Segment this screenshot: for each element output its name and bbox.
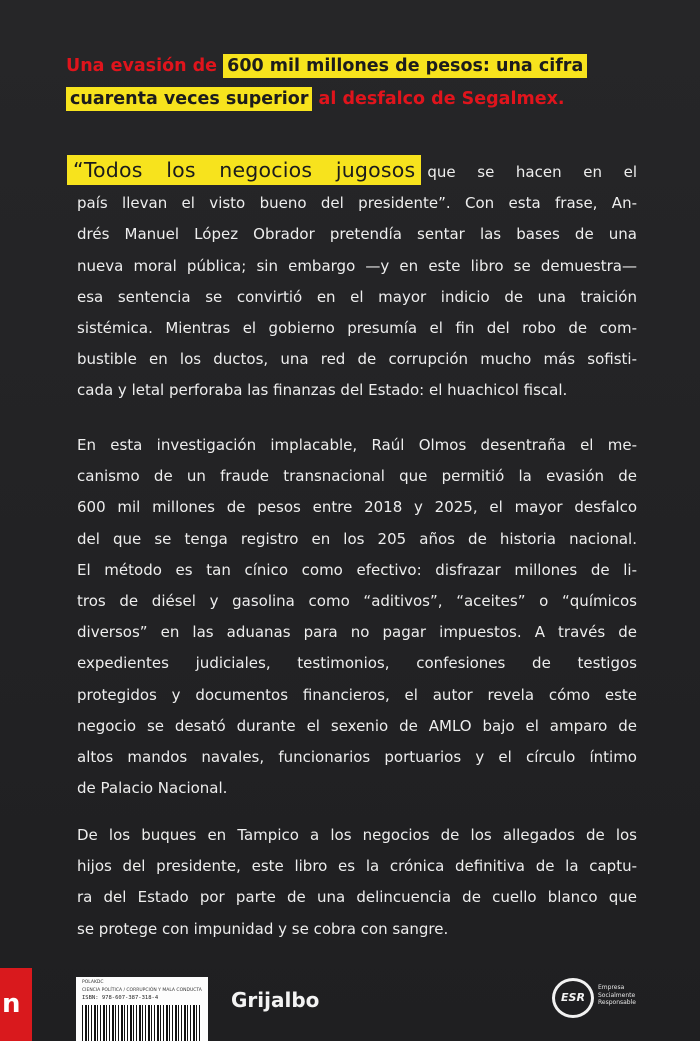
paragraph-line: protegidos y documentos financieros, el autor revela cómo este bbox=[77, 685, 637, 704]
highlighted-quote: “Todos los negocios jugosos bbox=[67, 155, 421, 185]
esr-caption-line: Responsable bbox=[598, 999, 636, 1006]
paragraph-line: se protege con impunidad y se cobra con sangre. bbox=[77, 919, 449, 938]
paragraph-line bbox=[73, 155, 637, 188]
paragraph-line: altos mandos navales, funcionarios portuarios y el círculo íntimo bbox=[77, 748, 637, 767]
paragraph-line: expedientes judiciales, testimonios, confesiones de testigos bbox=[77, 654, 637, 673]
tagline-line-2 bbox=[66, 83, 626, 116]
esr-logo-icon: ESR bbox=[552, 978, 594, 1018]
tagline-highlight-1: 600 mil millones de pesos: una cifra bbox=[223, 54, 587, 78]
paragraph-line: del que se tenga registro en los 205 años de historia nacional. bbox=[77, 529, 637, 548]
paragraph-line: sistémica. Mientras el gobierno presumía el fin del robo de com- bbox=[77, 319, 637, 338]
tagline-line-1 bbox=[66, 50, 626, 83]
paragraph-line: bustible en los ductos, una red de corrupción mucho más sofisti- bbox=[77, 350, 637, 369]
paragraph-line: canismo de un fraude transnacional que permitió la evasión de bbox=[77, 467, 637, 486]
esr-caption-line: Empresa bbox=[598, 984, 625, 991]
paragraph-line: nueva moral pública; sin embargo —y en este libro se demuestra— bbox=[77, 256, 637, 275]
tagline-red-text-1: Una evasión de bbox=[66, 56, 218, 76]
synopsis-paragraph-2 bbox=[77, 430, 637, 804]
tagline bbox=[66, 50, 626, 116]
isbn-text: ISBN: 978-607-387-318-4 bbox=[82, 995, 159, 1001]
esr-caption bbox=[598, 984, 646, 1007]
tagline-red-text-2: al desfalco de Segalmex. bbox=[318, 89, 565, 109]
red-spine-tab: n bbox=[0, 968, 32, 1041]
paragraph-line: país llevan el visto bueno del presidente”. Con esta frase, An- bbox=[77, 194, 637, 213]
paragraph-line: diversos” en las aduanas para no pagar impuestos. A través de bbox=[77, 623, 637, 642]
paragraph-line-text: que se hacen en el bbox=[427, 163, 637, 181]
paragraph-line: esa sentencia se convirtió en el mayor indicio de una traición bbox=[77, 287, 637, 306]
paragraph-line: El método es tan cínico como efectivo: disfrazar millones de li- bbox=[77, 560, 637, 579]
paragraph-line: hijos del presidente, este libro es la crónica definitiva de la captu- bbox=[77, 857, 637, 876]
esr-caption-line: Socialmente bbox=[598, 991, 636, 999]
esr-badge bbox=[552, 978, 642, 1018]
paragraph-line: En esta investigación implacable, Raúl Olmos desentraña el me- bbox=[77, 436, 637, 454]
publisher-logo: Grijalbo bbox=[231, 988, 320, 1012]
paragraph-line: ra del Estado por parte de una delincuencia de cuello blanco que bbox=[77, 888, 637, 907]
tagline-highlight-2: cuarenta veces superior bbox=[66, 87, 312, 111]
synopsis-paragraph-1 bbox=[73, 155, 637, 407]
barcode-code: POLAKDC bbox=[82, 980, 104, 985]
barcode-label bbox=[76, 977, 208, 1041]
paragraph-line: 600 mil millones de pesos entre 2018 y 2025, el mayor desfalco bbox=[77, 498, 637, 517]
paragraph-line: drés Manuel López Obrador pretendía sentar las bases de una bbox=[77, 225, 637, 244]
barcode-icon bbox=[82, 1005, 202, 1041]
paragraph-line: cada y letal perforaba las finanzas del Estado: el huachicol fiscal. bbox=[77, 381, 568, 400]
barcode-category: CIENCIA POLÍTICA / CORRUPCIÓN Y MALA CONDUCTA bbox=[82, 988, 202, 993]
paragraph-line: de Palacio Nacional. bbox=[77, 779, 228, 798]
paragraph-line: negocio se desató durante el sexenio de AMLO bajo el amparo de bbox=[77, 716, 637, 735]
synopsis-paragraph-3 bbox=[77, 820, 637, 945]
paragraph-line: De los buques en Tampico a los negocios de los allegados de los bbox=[77, 826, 637, 844]
paragraph-line: tros de diésel y gasolina como “aditivos”, “aceites” o “químicos bbox=[77, 592, 637, 611]
